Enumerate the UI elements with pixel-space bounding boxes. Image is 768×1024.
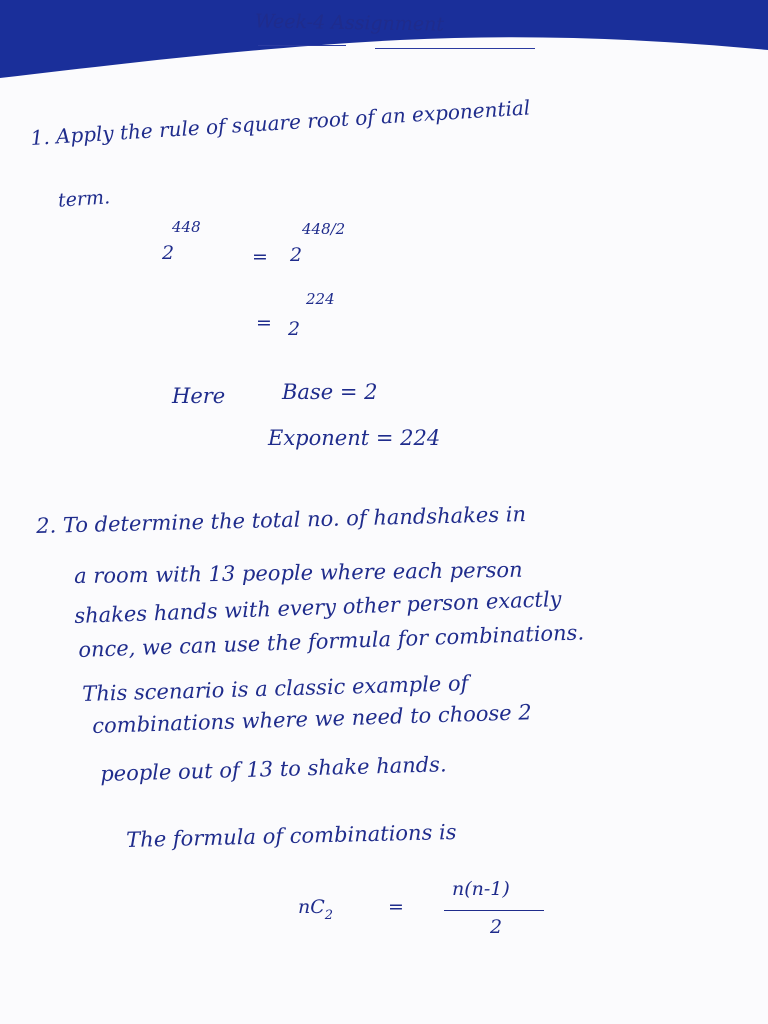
q2-line-6: combinations where we need to choose 2 [91, 700, 532, 738]
q1-exponent-statement: Exponent = 224 [268, 426, 441, 450]
q1-base-right: 2 [288, 318, 301, 340]
q2-line-3: shakes hands with every other person exactly [73, 586, 562, 628]
q2-line-5: This scenario is a classic example of [81, 671, 469, 706]
q2-formula-denominator: 2 [490, 916, 503, 938]
q2-formula-lhs-subscript: 2 [324, 908, 334, 923]
q2-line-2: a room with 13 people where each person [73, 557, 523, 588]
q1-exp-left: 448 [172, 218, 201, 236]
title-underline-week [258, 45, 346, 46]
q1-base-statement: Base = 2 [282, 380, 378, 404]
q2-formula-lhs-text: nC [298, 896, 325, 918]
q1-base-mid: 2 [290, 244, 303, 266]
q1-equals-2: = [256, 312, 272, 334]
q1-base-left: 2 [162, 242, 175, 264]
q2-formula-fraction-bar [444, 910, 544, 911]
q2-line-4: once, we can use the formula for combinations. [77, 620, 585, 662]
q1-line1: 1. Apply the rule of square root of an exponential [29, 95, 531, 150]
q2-formula-equals: = [388, 896, 404, 918]
q2-line-7: people out of 13 to shake hands. [99, 752, 447, 786]
q1-line2: term. [57, 186, 111, 212]
q2-line-1: 2. To determine the total no. of handshakes in [35, 502, 527, 538]
q1-exp-mid: 448/2 [302, 220, 346, 238]
title-underline-assignment [375, 48, 535, 49]
q1-equals-1: = [252, 246, 268, 268]
q2-formula-lhs [298, 896, 334, 923]
page-title: Week-4 Assignment [254, 10, 445, 36]
q2-formula-numerator: n(n-1) [452, 878, 510, 900]
q1-here-label: Here [172, 384, 226, 408]
q1-exp-right: 224 [306, 290, 335, 308]
q2-formula-intro: The formula of combinations is [125, 819, 457, 852]
